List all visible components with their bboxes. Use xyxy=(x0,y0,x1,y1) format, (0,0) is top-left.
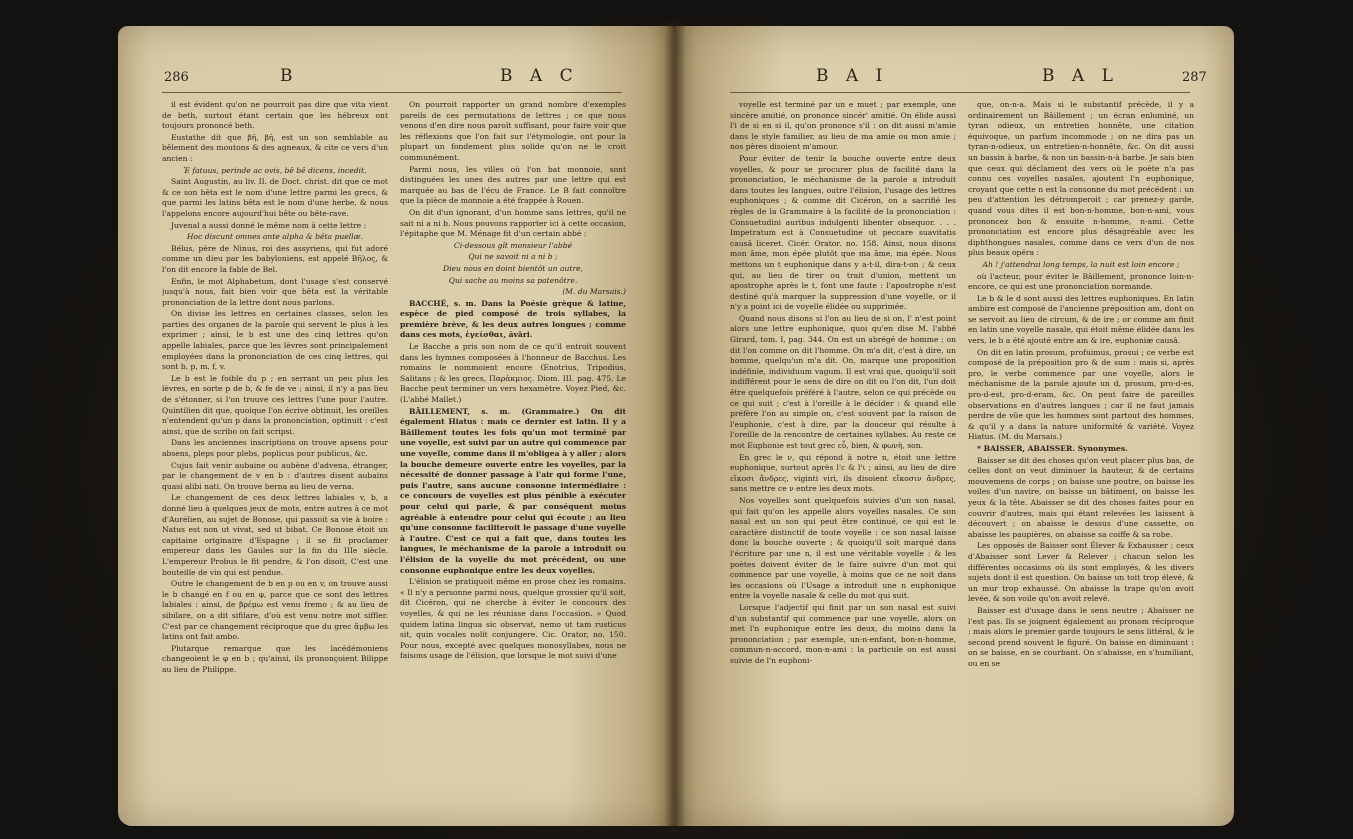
paragraph: Plutarque remarque que les lacédémoniens changeoient le φ en b ; qu'ainsi, ils prononçoient Bilippe au lieu de Philippe. xyxy=(162,643,388,674)
right-page-number: 287 xyxy=(1182,70,1207,85)
paragraph: Saint Augustin, au liv. II. de Doct. christ. dit que ce mot & ce son bêta est le nom d'une lettre parmi les grecs, & que parmi les latins bêta est le nom d'une herbe, & nous l'appelons encore aujourd'hui bête ou bête-rave. xyxy=(162,177,388,218)
paragraph: BACCHÉ, s. m. Dans la Poésie grèque & latine, espèce de pied composé de trois syllabes, la première brève, & les deux autres longues ; comme dans ces mots, ἐγείσθαι, ăvāri. xyxy=(400,298,626,340)
paragraph: On dit d'un ignorant, d'un homme sans lettres, qu'il ne sait ni a ni b. Nous pouvons rapporter ici à cette occasion, l'épitaphe que M. Ménage fit d'un certain abbé : xyxy=(400,207,626,239)
left-page-number: 286 xyxy=(164,70,189,85)
paragraph: Bélus, père de Ninus, roi des assyriens, qui fut adoré comme un dieu par les babyloniens, est appelé Βῆλος, & l'on dit encore la fable de Bel. xyxy=(162,243,388,274)
paragraph: Ἐ fatuus, perinde ac ovis, bê bê dicens, incedit. xyxy=(183,165,367,175)
paragraph: Nos voyelles sont quelquefois suivies d'un son nasal, qui fait qu'on les appelle alors voyelles nasales. Ce son nasal est un son qui peut être continué, ce qui est le caractère distinctif de toute voyelle : ce son nasal laisse donc la bouche ouverte ; & quoiqu'il soit marqué dans l'écriture par une n, il est une véritable voyelle : & les poètes doivent éviter de le faire suivre d'un mot qui commence par une voyelle, à moins que ce ne soit dans les occasions où l'Usage a introduit une n euphonique entre la voyelle nasale & celle du mot qui suit. xyxy=(730,495,956,601)
paragraph: Cujus fait venir aubaine ou aubène d'advena, étranger, par le changement de v en b : d'autres disent aubains quasi alibi nati. On trouve berna au lieu de verna. xyxy=(162,460,388,491)
paragraph: On pourroit rapporter un grand nombre d'exemples pareils de ces permutations de lettres ; ce que nous venons d'en dire nous paroît suffisant, pour faire voir que les réflexions que l'on fait sur l'étymologie, ont pour la plupart un fondement plus solide qu'on ne le croit communément. xyxy=(400,100,626,162)
paragraph: Dieu nous en doint bientôt un autre, xyxy=(443,263,583,273)
paragraph: Les opposés de Baisser sont Élever & Exhausser ; ceux d'Abaisser sont Lever & Relever ; chacun selon les différentes occasions où ils sont employés, & les divers sujets dont il est question. On baisse un toit trop élevé, & un mur trop exhaussé. On abaisse la trape qu'on avoit levée, & son voile qu'on avoit relevé. xyxy=(968,541,1194,604)
right-column-2 xyxy=(968,100,1194,826)
left-header-left: B xyxy=(280,66,299,86)
paragraph: voyelle est terminé par un e muet ; par exemple, une sincère amitié, on prononce sincér' amitié. On élide aussi l'i de si en si il, qu'on prononce s'il : on dit aussi m'amie dans le style familier, au lieu de ma amie ou mon amie ; nos pères disoient m'amour. xyxy=(730,100,956,152)
paragraph: Hoc discunt omnes ante alpha & bêta puellæ. xyxy=(186,232,364,242)
paragraph: Le changement de ces deux lettres labiales v, b, a donné lieu à quelques jeux de mots, entre autres à ce mot d'Aurélien, au sujet de Bonose, qui passoit sa vie à boire : Natus est non ut vivat, sed ut bibat. Ce Bonose étoit un capitaine originaire d'Espagne ; il se fit proclamer empereur dans les Gaules sur la fin du IIIe siècle. L'empereur Probus le fit pendre, & l'on disoit, C'est une bouteille de vin qui est pendue. xyxy=(162,493,388,577)
paragraph: L'élision se pratiquoit même en prose chez les romains. « Il n'y a personne parmi nous, quelque grossier qu'il soit, dit Cicéron, qui ne cherche à éviter le concours des voyelles, & qui ne les réunisse dans l'occasion. » Quod quidem latina lingua sic observat, nemo ut tam rusticus sit, quin vocales nolit conjungere. Cic. Orator, no. 150. Pour nous, excepté avec quelques monosyllabes, nous ne faisons usage de l'élision, que lorsque le mot suivi d'une xyxy=(400,577,626,661)
paragraph: Pour éviter de tenir la bouche ouverte entre deux voyelles, & pour se procurer plus de facilité dans la prononciation, le méchanisme de la parole a introduit dans toutes les langues, outre l'élision, l'usage des lettres euphoniques ; & comme dit Cicéron, on a sacrifié les règles de la Grammaire à la facilité de la prononciation : Consuetudini auribus indulgenti libenter obsequor. . . . Impetratum est à Consuetudine ut peccare suavitatis causâ liceret. Cicér. Orator. no. 158. Ainsi, nous disons mon âme, mon épée plutôt que ma âme, ma épée. Nous mettons un t euphonique dans y a-t-il, dira-t-on ; & ceux qui, au lieu de tirer ou trait d'union, mettent un apostrophe après le t, font une faute : l'apostrophe n'est destiné qu'à marquer la suppression d'une voyelle, or il n'y a point ici de voyelle élidée ou supprimée. xyxy=(730,153,956,312)
right-page xyxy=(674,26,1234,826)
paragraph: Juvenal a aussi donné le même nom à cette lettre : xyxy=(171,220,367,230)
left-column-1 xyxy=(162,100,388,826)
paragraph: que, on-n-a. Mais si le substantif précède, il y a ordinairement un Bâillement ; un écran enluminé, un tyran odieux, un entretien honnête, une citation équivoque, un parfum incommode ; on ne dira pas un tyran-n-odieux, un entretien-n-honnête, &c. On dit aussi un bassin à barbe, & non un bassin-n-à barbe. Je sais bien que ceux qui déclament des vers où le poète n'a pas connu ces voyelles nasales, ajoutent l'n euphonique, croyant que cette n est la consonne du mot précédent : un peu d'attention les détromperoit ; car prenez-y garde, quand vous dites il est bon-n-homme, bon-n-ami, vous prononcez bon & ensuite n-homme, n-ami. Cette prononciation est encore plus désagréable avec les diphthongues nasales, comme dans ce vers d'un de nos plus beaux opéra : xyxy=(968,100,1194,258)
paragraph: Dans les anciennes inscriptions on trouve apsens pour absens, pleps pour plebs, poplicus pour publicus, &c. xyxy=(162,438,388,458)
paragraph: Ci-dessous gît monsieur l'abbé xyxy=(453,240,573,250)
right-header-left: B A I xyxy=(816,66,889,86)
paragraph: On dit en latin prosum, profuimus, prosui ; ce verbe est composé de la préposition pro & de sum : mais si, après pro, le verbe commence par une voyelle, alors le méchanisme de la parole ajoute un d, prosum, pro-d-es, pro-d-est, pro-d-eram, &c. On peut faire de pareilles observations en d'autres langues ; car il ne faut jamais perdre de vûe que les hommes sont partout des hommes, & qu'il y a dans la nature uniformité & variété. Voyez Hiatus. (M. du Marsais.) xyxy=(968,347,1194,442)
paragraph: où l'acteur, pour éviter le Bâillement, prononce loin-n-encore, ce qui est une prononciation normande. xyxy=(968,271,1194,292)
paragraph: On divise les lettres en certaines classes, selon les parties des organes de la parole qui servent le plus à les exprimer ; ainsi, le b est une des cinq lettres qu'on appelle labiales, parce que les lèvres sont principalement employées dans la prononciation de ces cinq lettres, qui sont b, p, m, f, v. xyxy=(162,309,388,372)
left-page xyxy=(118,26,674,826)
paragraph: Ah ! j'attendrai long temps, la nuit est loin encore ; xyxy=(982,259,1180,269)
paragraph: Qui ne savoit ni a ni b ; xyxy=(468,252,558,262)
paragraph: En grec le ν, qui répond à notre n, étoit une lettre euphonique, surtout après l'ε & l'ι ; ainsi, au lieu de dire εἴκοσι ἄνδρες, viginti viri, ils disoient εἴκοσιν ἄνδρες, sans mettre ce ν entre les deux mots. xyxy=(730,452,956,494)
paragraph: Lorsque l'adjectif qui finit par un son nasal est suivi d'un substantif qui commence par une voyelle, alors on met l'n euphonique entre les deux, du moins dans la prononciation ; par exemple, un-n-enfant, bon-n-homme, commun-n-accord, mon-n-ami : la particule on est aussi suivie de l'n euphoni- xyxy=(730,602,956,665)
paragraph: Le b & le d sont aussi des lettres euphoniques. En latin ambire est composé de l'ancienne préposition am, dont on se servoit au lieu de circum, & de ire ; or comme am finit en latin une voyelle nasale, qui étoit même élidée dans les vers, le b a été ajouté entre am & ire, euphoniæ causâ. xyxy=(968,293,1194,346)
paragraph: Enfin, le mot Alphabetum, dont l'usage s'est conservé jusqu'à nous, fait bien voir que bêta est la véritable prononciation de la lettre dont nous parlons. xyxy=(162,276,388,307)
paragraph: Eustathe dit que βῆ, βῆ, est un son semblable au bêlement des moutons & des agneaux, & cite ce vers d'un ancien : xyxy=(162,132,388,163)
left-header-rule xyxy=(162,92,622,93)
paragraph: Baisser se dit des choses qu'on veut placer plus bas, de celles dont on veut diminuer la hauteur, & de certains mouvemens de corps ; on baisse une poutre, on baisse les voiles d'un navire, on baisse un bâtiment, on baisse les yeux & la tête. Abaisser se dit des choses faites pour en couvrir d'autres, mais qui étant relevées les laissent à découvert ; on abaisse le dessus d'une cassette, on abaisse les paupières, on abaisse sa coiffe & sa robe. xyxy=(968,455,1194,539)
left-column-2 xyxy=(400,100,626,826)
paragraph: * BAISSER, ABAISSER. Synonymes. xyxy=(977,444,1128,453)
left-header-right: B A C xyxy=(500,66,579,86)
right-column-1 xyxy=(730,100,956,826)
paragraph: Baisser est d'usage dans le sens neutre ; Abaisser ne l'est pas. Ils se joignent également au pronom réciproque : mais alors le premier garde toujours le sens littéral, & le second prend souvent le figuré. On baisse en diminuant : on se baisse, en se courbant. On s'abaisse, en s'humiliant, ou en se xyxy=(968,605,1194,668)
paragraph: Quand nous disons si l'on au lieu de si on, l' n'est point alors une lettre euphonique, quoi qu'en dise M. l'abbé Girard, tom. I, pag. 344. On est un abrégé de homme ; on dit l'on comme on dit l'homme. On m'a dit, c'est à dire, un homme, quelqu'un m'a dit. On, marque une proposition indéfinie, individuum vagum. Il est vrai que, quoiqu'il soit indifférent pour le sens de dire on dit ou l'on dit, l'un doit être quelquefois préféré à l'autre, selon ce qui précède ou ce qui suit ; c'est à l'oreille à le décider : & quand elle préfère l'on au simple on, c'est souvent par la raison de l'euphonie, c'est à dire, par la douceur qui résulte à l'oreille de la rencontre de certaines syllabes. Au reste ce mot Euphonie est tout grec εὖ, bien, & φωνὴ, son. xyxy=(730,313,956,450)
paragraph: Le Bacche a pris son nom de ce qu'il entroit souvent dans les hymnes composées à l'honneur de Bacchus. Les romains le nommoient encore Œnotrius, Tripodius, Salitans ; & les grecs, Παρἀκμιος. Diom. III. pag. 475. Le Bacche peut terminer un vers hexamètre. Voyez Pied, &c. (L'abbé Mallet.) xyxy=(400,342,626,405)
paragraph: Parmi nous, les villes où l'on bat monnoie, sont distinguées les unes des autres par une lettre qui est marquée au bas de l'écu de France. Le B fait connoître que la pièce de monnoie a été frappée à Rouen. xyxy=(400,164,626,206)
book-gutter xyxy=(664,20,686,832)
right-header-rule xyxy=(730,92,1190,93)
paragraph: Outre le changement de b en p ou en v, on trouve aussi le b changé en f ou en φ, parce que ce sont des lettres labiales : ainsi, de βρέμω est venu fremo ; & au lieu de sibilare, on a dit sifilare, d'où est venu notre mot siffler. C'est par ce changement réciproque que du grec ἄμβω les latins ont fait ambo. xyxy=(162,579,388,642)
paragraph: BÂILLEMENT, s. m. (Grammaire.) On dit également Hiatus : mais ce dernier est latin. Il y a Bâillement toutes les fois qu'un mot terminé par une voyelle, est suivi par un autre qui commence par une voyelle, comme dans il m'obligea à y aller ; alors la bouche demeure ouverte entre les voyelles, par la nécessité de donner passage à l'air qui forme l'une, puis l'autre, sans aucune consonne intermédiaire : ce concours de voyelles est plus pénible à exécuter pour celui qui parle, & par conséquent moins agréable à entendre pour celui qui écoute ; au lieu qu'une consonne faciliteroit le passage d'une voyelle à l'autre. C'est ce qui a fait que, dans toutes les langues, le méchanisme de la parole a introduit ou l'élision de la voyelle du mot précédent, ou une consonne euphonique entre les deux voyelles. xyxy=(400,406,626,575)
right-header-right: B A L xyxy=(1042,66,1119,86)
paragraph: il est évident qu'on ne pourroit pas dire que vita vient de beth, surtout étant certain que les hébreux ont toujours prononcé beth. xyxy=(162,100,388,131)
paragraph: Le b est le foible du p ; en serrant un peu plus les lèvres, en sorte p de b, & fe de ve ; ainsi, il n'y a pas lieu de s'étonner, si l'on trouve ces lettres l'une pour l'autre. Quintilien dit que, quoique l'on écrive obtinuit, les oreilles n'entendent qu'un p dans la prononciation, optinuit : c'est ainsi, que de scribo on fait scripsi. xyxy=(162,373,388,436)
paragraph: Qui sache au moins sa patenôtre. xyxy=(448,275,578,285)
paragraph: (M. du Marsais.) xyxy=(562,287,626,297)
